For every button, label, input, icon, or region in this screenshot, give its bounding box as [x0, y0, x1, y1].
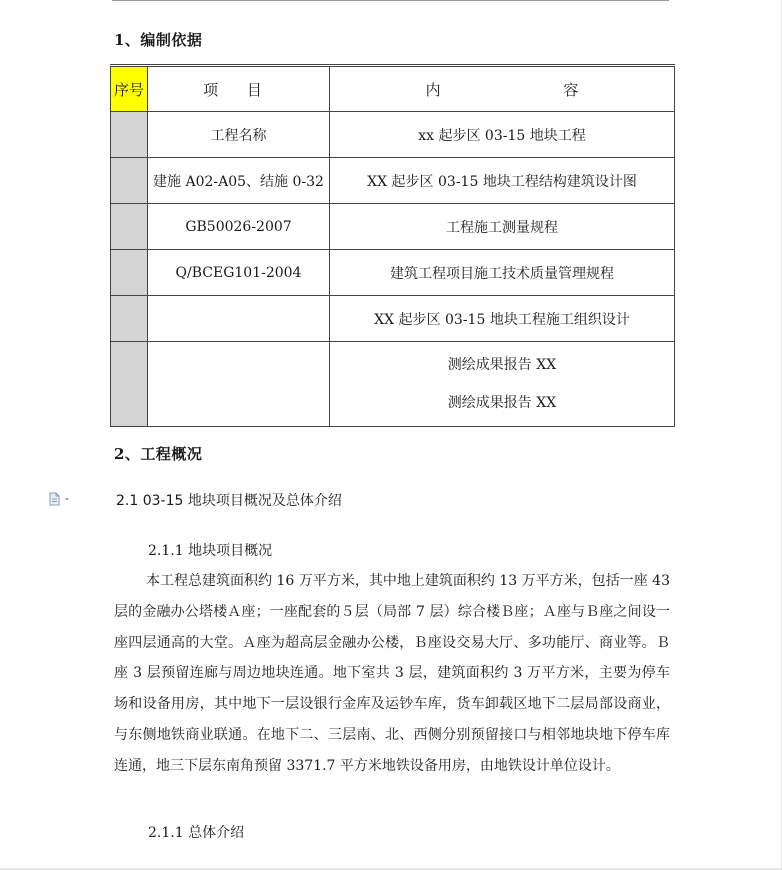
document-icon[interactable] [48, 492, 74, 506]
item-cell [148, 296, 330, 342]
table-row [111, 296, 675, 342]
header-item: 项 目 [148, 66, 330, 112]
section-heading-2: 2、工程概况 [114, 445, 203, 463]
table-row [111, 112, 675, 158]
seq-cell [111, 296, 148, 342]
subsubsection-heading: 2.1.1 总体介绍 [148, 825, 245, 841]
content-cell: xx 起步区 03-15 地块工程 [330, 112, 675, 158]
table-row [111, 250, 675, 296]
seq-cell [111, 342, 148, 427]
table-row [111, 158, 675, 204]
body-paragraph: 本工程总建筑面积约 16 万平方米，其中地上建筑面积约 13 万平方米，包括一座 43 层的金融办公塔楼Ａ座；一座配套的５层（局部 7 层）综合楼Ｂ座；Ａ座与Ｂ座之间设一座四层通高的大堂。Ａ座为超高层金融办公楼，Ｂ座设交易大厅、多功能厅、商业等。Ｂ座 3 层预留连廊与周边地块连通。地下室共 3 层，建筑面积约 3 万平方米，主要为停车场和设备用房，其中地下一层设银行金库及运钞车库，货车卸载区地下二层局部设商业，与东侧地铁商业联通。在地下二、三层南、北、西侧分别预留接口与相邻地块地下停车库连通，地三下层东南角预留 3371.7 平方米地铁设备用房，由地铁设计单位设计。 [114, 573, 670, 774]
subsection-heading: 2.1 03-15 地块项目概况及总体介绍 [116, 493, 342, 509]
content-cell: XX 起步区 03-15 地块工程结构建筑设计图 [330, 158, 675, 204]
seq-cell [111, 158, 148, 204]
page-top-rule [112, 0, 669, 1]
section-heading-1: 1、编制依据 [114, 31, 203, 49]
item-cell: GB50026-2007 [148, 204, 330, 250]
header-content: 内 容 [330, 66, 675, 112]
item-cell [148, 342, 330, 427]
header-seq: 序号 [111, 66, 148, 112]
content-line: 测绘成果报告 XX [447, 357, 557, 373]
content-cell: 工程施工测量规程 [330, 204, 675, 250]
subsubsection-heading: 2.1.1 地块项目概况 [148, 543, 273, 559]
seq-cell [111, 204, 148, 250]
item-cell: Q/BCEG101-2004 [148, 250, 330, 296]
content-cell [330, 342, 675, 427]
content-line: 测绘成果报告 XX [447, 395, 557, 411]
content-cell: XX 起步区 03-15 地块工程施工组织设计 [330, 296, 675, 342]
content-cell: 建筑工程项目施工技术质量管理规程 [330, 250, 675, 296]
seq-cell [111, 112, 148, 158]
item-cell: 建施 A02-A05、结施 0-32 [148, 158, 330, 204]
basis-table [110, 64, 675, 427]
table-row [111, 204, 675, 250]
item-cell: 工程名称 [148, 112, 330, 158]
table-row [111, 342, 675, 427]
table-header-row [111, 66, 675, 112]
seq-cell [111, 250, 148, 296]
